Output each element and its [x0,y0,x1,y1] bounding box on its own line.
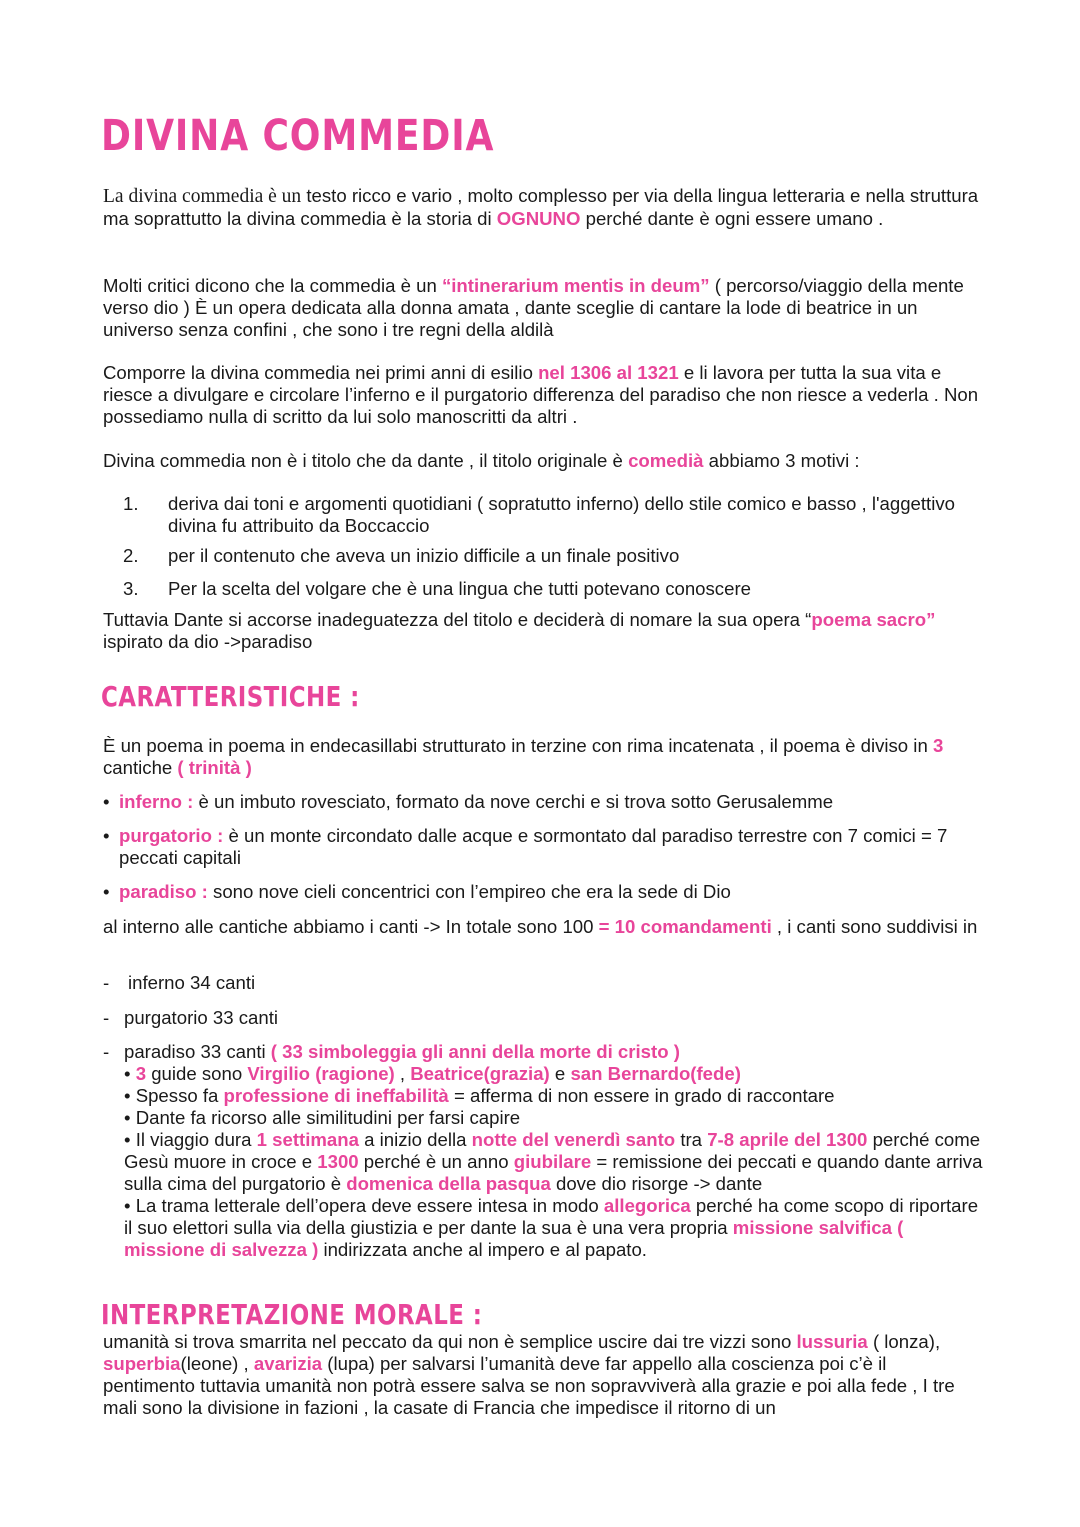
sub-bullet-similitudini: • Dante fa ricorso alle similitudini per farsi capire [124,1107,521,1128]
sub-bullet-guide: • 3 guide sono Virgilio (ragione) , Beatrice(grazia) e san Bernardo(fede) [124,1063,741,1084]
intro-paragraph-4: Divina commedia non è i titolo che da dante , il titolo originale è comedià abbiamo 3 motivi : [103,450,860,471]
sub-bullet-viaggio: • Il viaggio dura 1 settimana a inizio della notte del venerdì santo tra 7-8 aprile del 1300 perché come Gesù muore in croce e 1300 perché è un anno giubilare = remissione dei peccati e quando dante arriva sulla cima del purgatorio è domenica della pasqua dove dio risorge -> dante [124,1129,983,1194]
canti-intro-paragraph: al interno alle cantiche abbiamo i canti -> In totale sono 100 = 10 comandamenti , i canti sono suddivisi in [103,916,978,937]
caratteristiche-paragraph: È un poema in poema in endecasillabi strutturato in terzine con rima incatenata , il poema è diviso in 3 cantiche ( trinità ) [103,735,944,778]
sub-bullet-ineffabilita: • Spesso fa professione di ineffabilità = afferma di non essere in grado di raccontare [124,1085,835,1106]
intro-paragraph-2: Molti critici dicono che la commedia è un “intinerarium mentis in deum” ( percorso/viaggio della mente verso dio ) È un opera dedicata alla donna amata , dante sceglie di cantare la lode di beatrice in un universo senza confini , che sono i tre regni della aldilà [103,275,964,340]
sub-bullet-trama: • La trama letterale dell’opera deve essere intesa in modo allegorica perché ha come scopo di riportare il suo elettori sulla via della giustizia e per dante la sua è una vera propria missione salvifica ( missione di salvezza ) indirizzata anche al impero e al papato. [124,1195,979,1260]
document-page: DIVINA COMMEDIA La divina commedia è un testo ricco e vario , molto complesso per via della lingua letteraria e nella struttura ma soprattutto la divina commedia è la storia di OGNUNO perché dante è ogni essere umano . Molti critici dicono che la commedia è un “intinerarium mentis in deum” ( percorso/viaggio della mente verso dio ) È un opera dedicata alla donna amata , dante sceglie di cantare la lode di beatrice in un universo senza confini , che sono i tre regni della aldilà Comporre la divina commedia nei primi anni di esilio nel 1306 al 1321 e li lavora per tutta la sua vita e riesce a divulgare e circolare l’inferno e il purgatorio differenza del paradiso che non riesce a vederla . Non possediamo nulla di scritto da lui solo manoscritti da altri . Divina commedia non è i titolo che da dante , il titolo originale è comedià abbiamo 3 motivi : 1. deriva dai toni e argomenti quotidiani ( sopratutto inferno) dello stile comico e basso , l'aggettivo divina fu attribuito da Boccaccio 2. per il contenuto che aveva un inizio difficile a un finale positivo 3. Per la scelta del volgare che è una lingua che tutti potevano conoscere Tuttavia Dante si accorse inadeguatezza del titolo e deciderà di nomare la sua opera “poema sacro” ispirato da dio ->paradiso CARATTERISTICHE : È un poema in poema in endecasillabi strutturato in terzine con rima incatenata , il poema è diviso in 3 cantiche ( trinità ) • inferno : è un imbuto rovesciato, formato da nove cerchi e si trova sotto Gerusalemme • purgatorio : è un monte circondato dalle acque e sormontato dal paradiso terrestre con 7 comici = 7 peccati capitali • paradiso : sono nove cieli concentrici con l’empireo che era la sede di Dio al interno alle cantiche abbiamo i canti -> In totale sono 100 = 10 comandamenti , i canti sono suddivisi in - inferno 34 canti - purgatorio 33 canti - paradiso 33 canti ( 33 simboleggia gli anni della morte di cristo ) • 3 guide sono Virgilio (ragione) , Beatrice(grazia) e san Bernardo(fede) • Spesso fa professione di ineffabilità = afferma di non essere in grado di raccontare • Dante fa ricorso alle similitudini per farsi capire • Il viaggio dura 1 settimana a inizio della notte del venerdì santo tra 7-8 aprile del 1300 perché come Gesù muore in croce e 1300 perché è un anno giubilare = remissione dei peccati e quando dante arriva sulla cima del purgatorio è domenica della pasqua dove dio risorge -> dante • La trama letterale dell’opera deve essere intesa in modo allegorica perché ha come scopo di riportare il suo elettori sulla via della giustizia e per dante la sua è una vera propria missione salvifica ( missione di salvezza ) indirizzata anche al impero e al papato. INTERPRETAZIONE MORALE : umanità si trova smarrita nel peccato da qui non è semplice uscire dai tre vizzi sono lussuria ( lonza), superbia(leone) , avarizia (lupa) per salvarsi l’umanità deve far appello alla coscienza poi c’è il pentimento tuttavia umanità non potrà essere salva se non sopravviverà alla grazie e poi alla fede , I tre mali sono la divisione in fazioni , la casate di Francia che impedisce il ritorno di un [101,111,983,1418]
title-conclusion-paragraph: Tuttavia Dante si accorse inadeguatezza del titolo e deciderà di nomare la sua opera “poema sacro” ispirato da dio ->paradiso [103,609,936,652]
paradiso-canti-line: paradiso 33 canti ( 33 simboleggia gli anni della morte di cristo ) [124,1041,680,1062]
intro-paragraph-3: Comporre la divina commedia nei primi anni di esilio nel 1306 al 1321 e li lavora per tutta la sua vita e riesce a divulgare e circolare l’inferno e il purgatorio differenza del paradiso che non riesce a vederla . Non possediamo nulla di scritto da lui solo manoscritti da altri . [103,362,979,427]
morale-paragraph: umanità si trova smarrita nel peccato da qui non è semplice uscire dai tre vizzi sono lussuria ( lonza), superbia(leone) , avarizia (lupa) per salvarsi l’umanità deve far appello alla coscienza poi c’è il pentimento tuttavia umanità non potrà essere salva se non sopravviverà alla grazie e poi alla fede , I tre mali sono la divisione in fazioni , la casate di Francia che impedisce il ritorno di un [103,1331,955,1418]
page-title: DIVINA COMMEDIA [101,111,495,161]
heading-caratteristiche: CARATTERISTICHE : [101,680,360,713]
intro-paragraph-1: La divina commedia è un testo ricco e vario , molto complesso per via della lingua letteraria e nella struttura ma soprattutto la divina commedia è la storia di OGNUNO perché dante è ogni essere umano . [103,185,979,229]
heading-interpretazione-morale: INTERPRETAZIONE MORALE : [101,1298,483,1331]
